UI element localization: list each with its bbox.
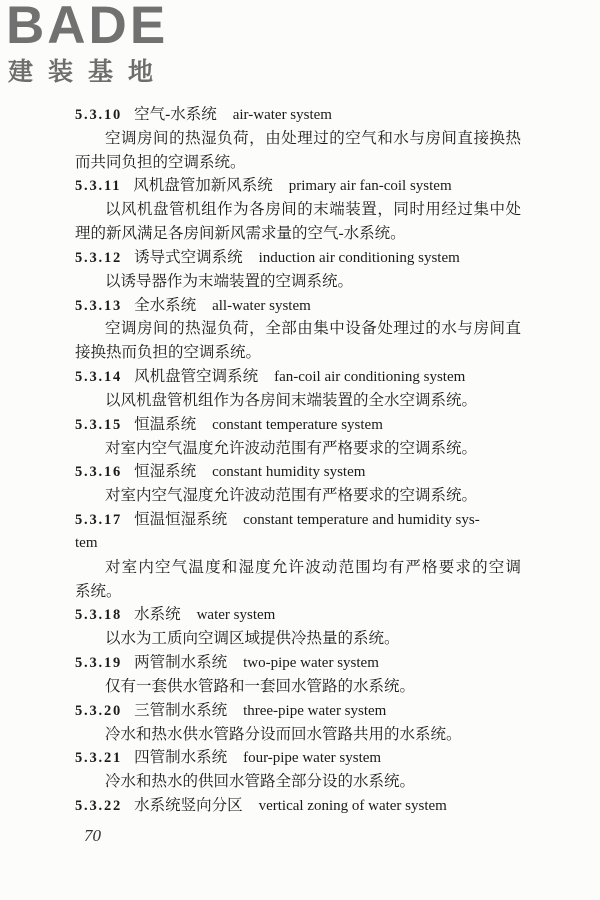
- term-english: fan-coil air conditioning system: [274, 369, 466, 386]
- term-heading: [75, 103, 521, 127]
- definition-line: 系统。: [75, 582, 122, 600]
- definition-line: 以风机盘管机组作为各房间末端装置的全水空调系统。: [105, 391, 478, 409]
- term-entry: [75, 699, 521, 747]
- term-entry: [75, 413, 521, 461]
- term-chinese: 水系统竖向分区: [134, 797, 243, 815]
- definition-line: 以水为工质向空调区域提供冷热量的系统。: [105, 630, 400, 648]
- clause-number: 5.3.21: [75, 750, 123, 767]
- clause-number: 5.3.19: [75, 655, 123, 672]
- page-number: 70: [84, 826, 101, 845]
- term-heading: [75, 294, 521, 318]
- term-chinese: 三管制水系统: [134, 701, 228, 719]
- term-chinese: 恒湿系统: [134, 463, 197, 481]
- term-english: air-water system: [232, 107, 332, 123]
- clause-number: 5.3.14: [75, 369, 123, 386]
- term-heading: [75, 651, 521, 675]
- term-entry: [75, 246, 521, 294]
- term-chinese: 恒温系统: [134, 415, 197, 433]
- term-entry: [75, 294, 521, 365]
- clause-number: 5.3.11: [75, 178, 122, 195]
- term-entry: [75, 603, 521, 651]
- term-english: three-pipe water system: [243, 702, 387, 719]
- term-chinese: 空气-水系统: [134, 106, 217, 123]
- term-english: constant humidity system: [212, 464, 366, 481]
- term-heading: [75, 365, 521, 389]
- definition-line: 接换热而负担的空调系统。: [75, 344, 262, 362]
- definition-line: 理的新风满足各房间新风需求量的空气-水系统。: [75, 225, 406, 243]
- definition-line: 而共同负担的空调系统。: [75, 153, 246, 171]
- clause-number: 5.3.12: [75, 249, 123, 266]
- term-chinese: 风机盘管加新风系统: [133, 177, 273, 195]
- logo-brand: BADE: [6, 0, 169, 55]
- term-heading: [75, 508, 521, 532]
- term-heading: [75, 246, 521, 270]
- clause-number: 5.3.20: [75, 702, 123, 719]
- clause-number: 5.3.18: [75, 607, 123, 624]
- term-entry: [75, 508, 521, 603]
- term-entry: [75, 651, 521, 699]
- logo-tagline: 建装基地: [8, 57, 169, 86]
- term-entry: [75, 746, 521, 794]
- term-chinese: 两管制水系统: [134, 654, 228, 672]
- definition-line: 仅有一套供水管路和一套回水管路的水系统。: [105, 677, 416, 695]
- definition-line: 冷水和热水供水管路分设而回水管路共用的水系统。: [105, 725, 462, 743]
- term-chinese: 四管制水系统: [134, 749, 228, 767]
- definition-line: 对室内空气湿度允许波动范围有严格要求的空调系统。: [105, 487, 478, 505]
- clause-number: 5.3.17: [75, 512, 123, 529]
- definition-line: 对室内空气温度和湿度允许波动范围均有严格要求的空调: [105, 558, 521, 576]
- definition-line: 空调房间的热湿负荷，由处理过的空气和水与房间直接换热: [105, 129, 521, 147]
- term-heading: [75, 174, 521, 198]
- term-heading: [75, 794, 521, 818]
- definition-line: 以诱导器作为末端装置的空调系统。: [105, 272, 354, 290]
- term-entry: [75, 794, 521, 818]
- term-heading: [75, 460, 521, 484]
- term-english: two-pipe water system: [243, 655, 379, 672]
- term-chinese: 诱导式空调系统: [134, 248, 243, 266]
- term-chinese: 全水系统: [134, 296, 197, 314]
- term-heading: [75, 699, 521, 723]
- term-chinese: 风机盘管空调系统: [134, 368, 259, 386]
- term-heading: [75, 413, 521, 437]
- term-entry: [75, 174, 521, 245]
- term-english: all-water system: [212, 297, 311, 314]
- clause-number: 5.3.13: [75, 297, 123, 314]
- term-english: induction air conditioning system: [258, 249, 460, 266]
- definition-line: 以风机盘管机组作为各房间的末端装置，同时用经过集中处: [105, 201, 521, 219]
- term-english: primary air fan-coil system: [288, 178, 452, 195]
- definition-line: 冷水和热水的供回水管路全部分设的水系统。: [105, 773, 416, 791]
- term-entry: [75, 460, 521, 508]
- term-heading: [75, 746, 521, 770]
- clause-number: 5.3.15: [75, 416, 123, 433]
- term-entry: [75, 103, 521, 174]
- clause-number: 5.3.10: [75, 107, 123, 123]
- term-list: [75, 103, 521, 818]
- clause-number: 5.3.16: [75, 464, 123, 481]
- term-english-continuation: tem: [75, 534, 98, 551]
- clause-number: 5.3.22: [75, 798, 123, 815]
- term-chinese: 水系统: [134, 606, 181, 624]
- term-english: vertical zoning of water system: [258, 798, 447, 815]
- term-english: constant temperature system: [212, 416, 383, 433]
- definition-line: 空调房间的热湿负荷，全部由集中设备处理过的水与房间直: [105, 320, 521, 338]
- term-entry: [75, 365, 521, 413]
- term-heading: [75, 603, 521, 627]
- term-english: four-pipe water system: [243, 750, 382, 767]
- term-chinese: 恒温恒湿系统: [134, 511, 228, 529]
- term-english: constant temperature and humidity sys-: [243, 512, 480, 529]
- definition-line: 对室内空气温度允许波动范围有严格要求的空调系统。: [105, 439, 478, 457]
- term-english: water system: [196, 607, 276, 624]
